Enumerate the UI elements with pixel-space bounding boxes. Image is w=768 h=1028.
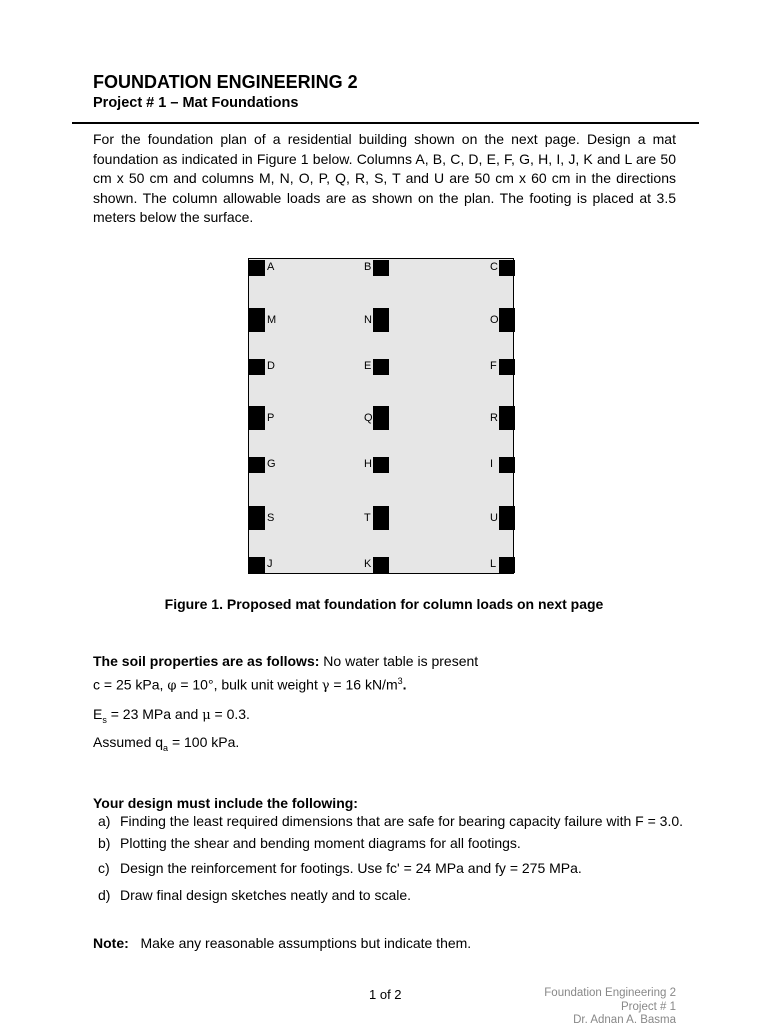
- es-value: = 23 MPa and: [106, 706, 203, 722]
- column-k: [373, 557, 389, 573]
- column-label: D: [267, 360, 275, 372]
- figure-caption: Figure 1. Proposed mat foundation for column loads on next page: [164, 596, 604, 612]
- column-label: I: [490, 458, 494, 470]
- column-label: H: [364, 458, 372, 470]
- column-label: P: [267, 412, 275, 424]
- column-i: [499, 457, 515, 473]
- list-text: Finding the least required dimensions that are safe for bearing capacity failure with F = 3.0.: [120, 813, 684, 829]
- requirements-heading: Your design must include the following:: [93, 795, 358, 811]
- column-d: [249, 359, 265, 375]
- es-symbol: E: [93, 706, 103, 722]
- cube-superscript: 3: [397, 676, 403, 686]
- column-label: J: [267, 558, 273, 570]
- column-r: [499, 406, 515, 430]
- phi-symbol: φ: [167, 678, 177, 694]
- column-label: M: [267, 314, 277, 326]
- column-p: [249, 406, 265, 430]
- list-text: Design the reinforcement for footings. Use fc' = 24 MPa and fy = 275 MPa.: [120, 860, 582, 876]
- list-marker: d): [98, 887, 111, 903]
- list-text: Draw final design sketches neatly and to scale.: [120, 887, 412, 903]
- header-divider: [72, 122, 699, 124]
- gamma-symbol: γ: [321, 678, 330, 694]
- note-text: Make any reasonable assumptions but indicate them.: [140, 935, 472, 951]
- list-marker: b): [98, 835, 111, 851]
- gamma-value: = 16 kN/m: [329, 676, 398, 693]
- column-j: [249, 557, 265, 573]
- column-e: [373, 359, 389, 375]
- requirement-item: [98, 835, 521, 851]
- intro-paragraph: For the foundation plan of a residential building shown on the next page. Design a mat foundation as indicated in Figure 1 below. Columns A, B, C, D, E, F, G, H, I, J, K and L are 50 cm x 50 cm and columns M, N, O, P, Q, R, S, T and U are 50 cm x 60 cm in the directions shown. The column allowable loads are as shown on the plan. The footing is placed at 3.5 meters below the surface.: [93, 131, 676, 226]
- column-s: [249, 506, 265, 530]
- phi-value: = 10°, bulk unit weight: [176, 676, 322, 693]
- water-table-text: No water table is present: [319, 653, 479, 669]
- page-footer: [544, 987, 676, 1028]
- requirement-item: [98, 860, 582, 876]
- column-m: [249, 308, 265, 332]
- column-label: T: [364, 512, 371, 524]
- footer-project: Project # 1: [621, 1000, 676, 1013]
- column-label: S: [267, 512, 275, 524]
- list-text: Plotting the shear and bending moment diagrams for all footings.: [120, 835, 521, 851]
- column-label: Q: [364, 412, 373, 424]
- page-number: 1 of 2: [369, 987, 402, 1002]
- column-label: L: [490, 558, 497, 570]
- period: .: [402, 676, 407, 693]
- column-label: E: [364, 360, 372, 372]
- column-n: [373, 308, 389, 332]
- note-line: [93, 935, 471, 951]
- column-q: [373, 406, 389, 430]
- column-label: K: [364, 558, 372, 570]
- qa-subscript: a: [163, 742, 169, 753]
- column-g: [249, 457, 265, 473]
- column-a: [249, 260, 265, 276]
- footer-author: Dr. Adnan A. Basma: [573, 1014, 676, 1026]
- column-label: C: [490, 261, 498, 273]
- column-t: [373, 506, 389, 530]
- column-label: O: [490, 314, 499, 326]
- column-label: F: [490, 360, 497, 372]
- document-title: FOUNDATION ENGINEERING 2: [93, 72, 358, 92]
- soil-parameters-line: [93, 676, 407, 694]
- column-label: R: [490, 412, 498, 424]
- column-o: [499, 308, 515, 332]
- column-u: [499, 506, 515, 530]
- list-marker: c): [98, 860, 110, 876]
- column-label: U: [490, 512, 498, 524]
- requirement-item: [98, 813, 683, 829]
- document-subtitle: Project # 1 – Mat Foundations: [93, 95, 299, 111]
- requirement-item: [98, 887, 411, 903]
- mu-symbol: μ: [202, 708, 211, 723]
- bearing-line: [93, 734, 239, 753]
- column-h: [373, 457, 389, 473]
- es-subscript: s: [102, 714, 107, 725]
- cohesion-text: c = 25 kPa,: [93, 676, 168, 693]
- column-label: A: [267, 261, 275, 273]
- modulus-line: [93, 706, 250, 725]
- footer-course: Foundation Engineering 2: [544, 987, 676, 999]
- soil-heading: The soil properties are as follows:: [93, 653, 320, 669]
- mu-value: = 0.3.: [210, 706, 250, 722]
- list-marker: a): [98, 813, 111, 829]
- column-f: [499, 359, 515, 375]
- note-label: Note:: [93, 935, 129, 951]
- mat-foundation-plan: [248, 258, 514, 574]
- qa-value: = 100 kPa.: [168, 734, 240, 750]
- column-c: [499, 260, 515, 276]
- column-label: G: [267, 458, 276, 470]
- column-b: [373, 260, 389, 276]
- column-l: [499, 557, 515, 573]
- column-label: N: [364, 314, 372, 326]
- column-label: B: [364, 261, 372, 273]
- qa-prefix: Assumed q: [93, 734, 164, 750]
- soil-properties-line: [93, 653, 478, 669]
